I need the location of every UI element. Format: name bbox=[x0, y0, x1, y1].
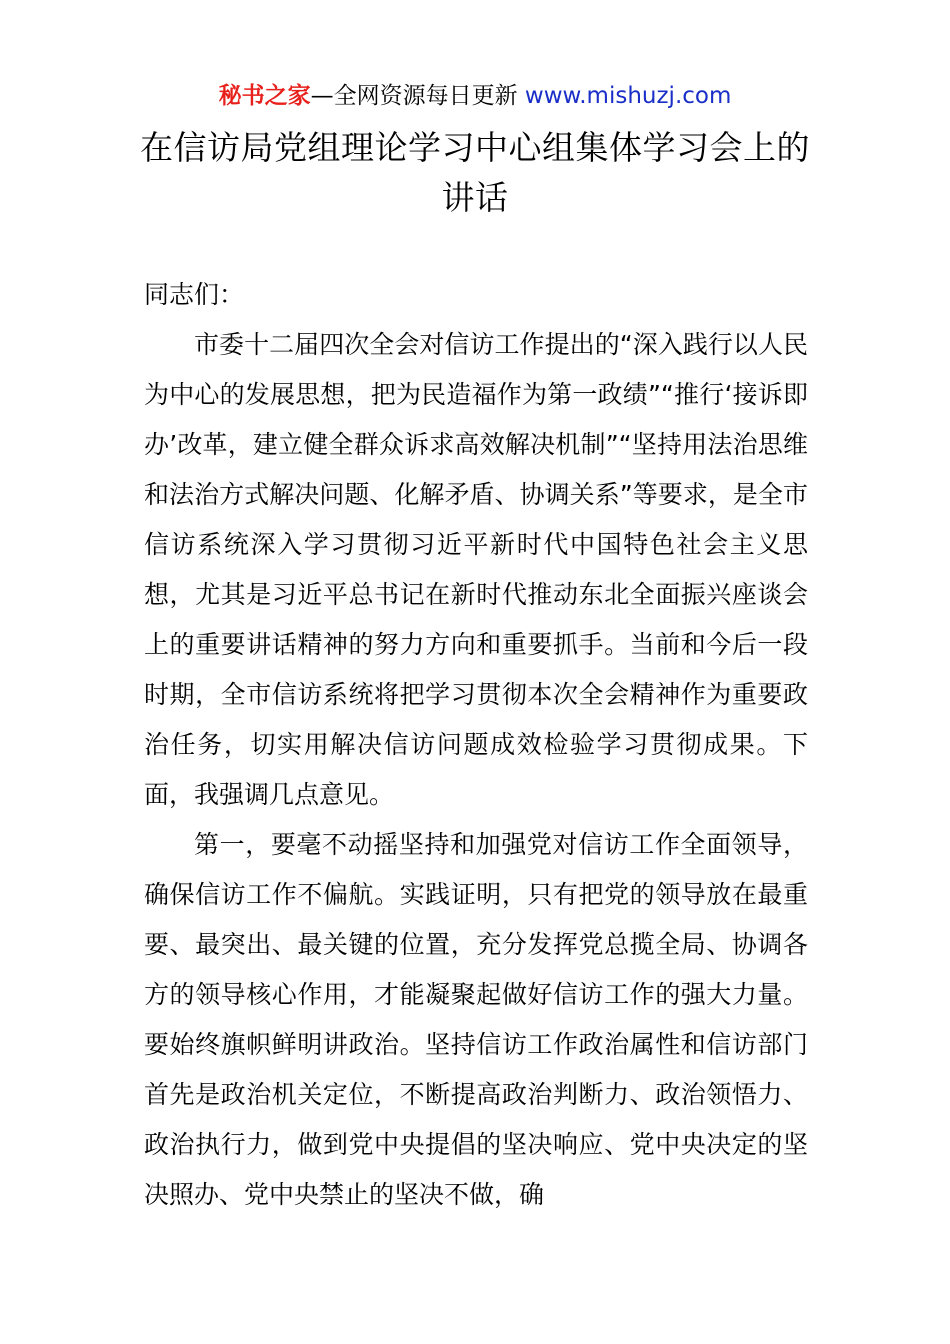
site-tagline: —全网资源每日更新 bbox=[310, 83, 525, 109]
paragraph-1: 市委十二届四次全会对信访工作提出的“深入践行以人民为中心的发展思想，把为民造福作为第一政绩”“推行‘接诉即办’改革，建立健全群众诉求高效解决机制”“坚持用法治思维和法治方式解决问题、化解矛盾、协调关系”等要求，是全市信访系统深入学习贯彻习近平新时代中国特色社会主义思想，尤其是习近平总书记在新时代推动东北全面振兴座谈会上的重要讲话精神的努力方向和重要抓手。当前和今后一段时期，全市信访系统将把学习贯彻本次全会精神作为重要政治任务，切实用解决信访问题成效检验学习贯彻成果。下面，我强调几点意见。 bbox=[144, 330, 808, 809]
document-body bbox=[144, 270, 808, 1220]
site-header bbox=[0, 80, 950, 112]
salutation: 同志们： bbox=[144, 280, 245, 309]
site-brand: 秘书之家 bbox=[218, 83, 311, 109]
document-title: 在信访局党组理论学习中心组集体学习会上的讲话 bbox=[140, 128, 810, 217]
site-url-link[interactable]: www.mishuzj.com bbox=[524, 83, 732, 109]
paragraph-2: 第一，要毫不动摇坚持和加强党对信访工作全面领导，确保信访工作不偏航。实践证明，只有把党的领导放在最重要、最突出、最关键的位置，充分发挥党总揽全局、协调各方的领导核心作用，才能凝聚起做好信访工作的强大力量。要始终旗帜鲜明讲政治。坚持信访工作政治属性和信访部门首先是政治机关定位，不断提高政治判断力、政治领悟力、政治执行力，做到党中央提倡的坚决响应、党中央决定的坚决照办、党中央禁止的坚决不做，确 bbox=[144, 830, 808, 1209]
